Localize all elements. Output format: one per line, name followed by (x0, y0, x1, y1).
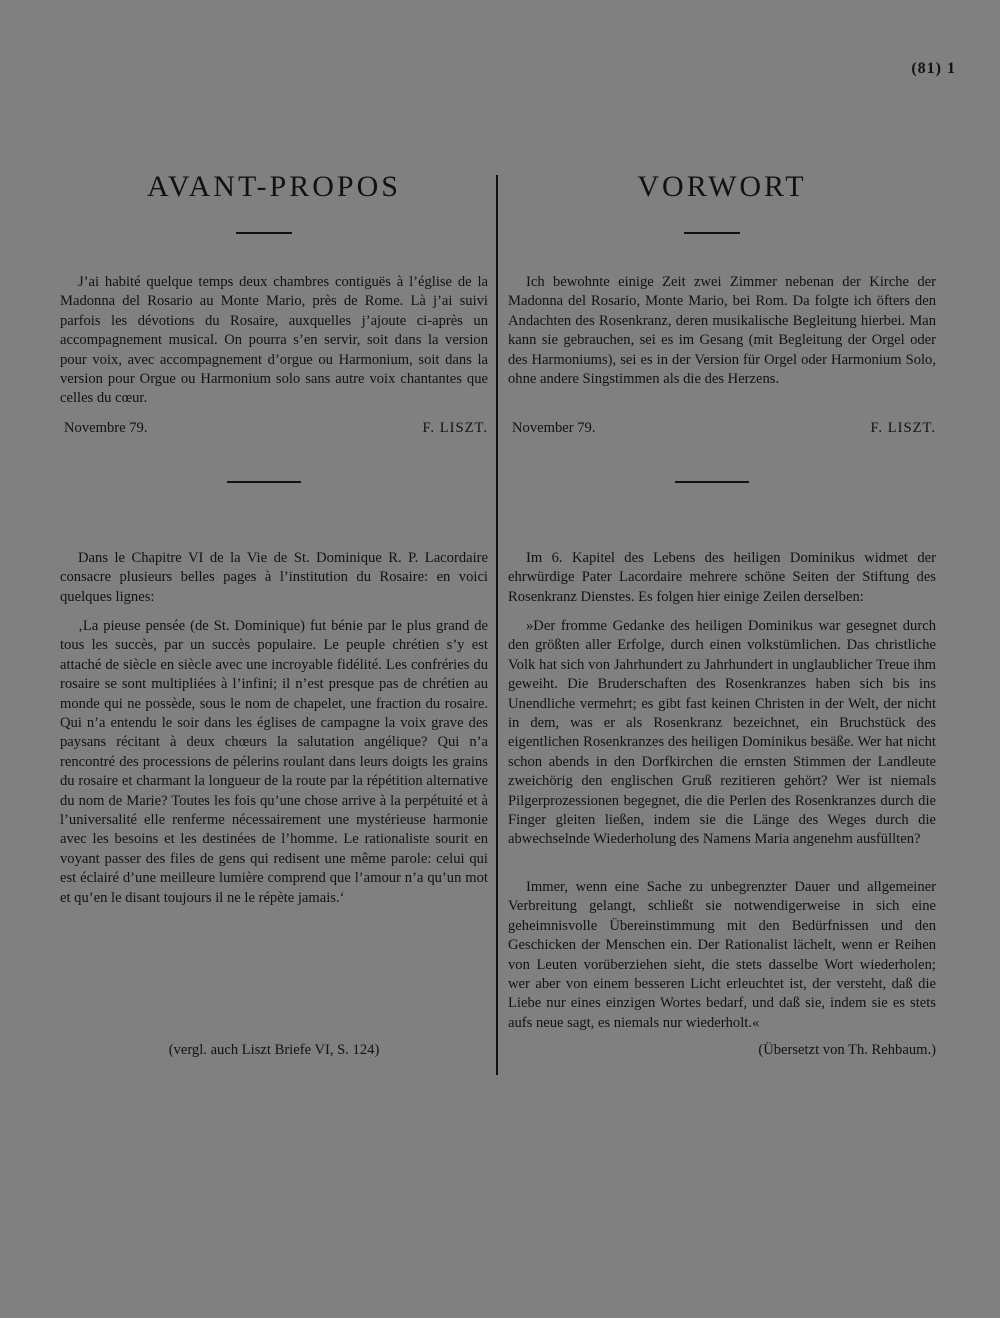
column-divider (496, 175, 498, 1075)
french-intro-paragraph: J’ai habité quelque temps deux chambres contiguës à l’église de la Madonna del Rosario au Monte Mario, près de Rome. Là j’ai suivi parfois les dévotions du Rosaire, auxquelles j’ajoute ci-après un accompagnement musical. On pourra s’en servir, soit dans la version pour voix, avec accompagnement d’orgue ou Harmonium, soit dans la version pour Orgue ou Harmonium solo sans autre voix chantantes que celles du cœur. (60, 274, 488, 407)
french-chapter-paragraph: Dans le Chapitre VI de la Vie de St. Dominique R. P. Lacordaire consacre plusieurs belles pages à l’institution du Rosaire: en voici quelques lignes: (60, 550, 488, 605)
heading-rule (236, 232, 292, 234)
section-rule (675, 481, 749, 483)
heading-rule (684, 232, 740, 234)
german-quote-paragraph-2: Immer, wenn eine Sache zu unbegrenzter Dauer und allgemeiner Verbreitung gelangt, schließt sie notwendigerweise in sich eine geheimnisvolle Übereinstimmung mit den Bedürfnissen und den Geschicken der Menschen ein. Der Rationalist lächelt, wenn er Reihen von Leuten vorüberziehen sieht, die stets dasselbe Wort wiederholen; wer aber von einem besseren Licht erleuchtet ist, der versteht, daß die Liebe nur eines einzigen Wortes bedarf, und daß sie, indem sie es stets aufs neue sagt, es niemals nur wiederholt.« (508, 879, 936, 1031)
french-date: Novembre 79. (64, 420, 148, 436)
french-signature-row (60, 420, 488, 437)
german-intro-paragraph: Ich bewohnte einige Zeit zwei Zimmer nebenan der Kirche der Madonna del Rosario, Monte Mario, bei Rom. Da folgte ich öfters den Andachten des Rosenkranz, deren musikalische Begleitung hierbei. Man kann sie gebrauchen, sei es im Gesang (mit Begleitung der Orgel oder des Harmoniums), sei es in der Version für Orgel oder Harmonium Solo, ohne andere Singstimmen als die des Herzens. (508, 274, 936, 388)
french-footer-note: (vergl. auch Liszt Briefe VI, S. 124) (168, 1042, 380, 1058)
german-chapter-paragraph: Im 6. Kapitel des Lebens des heiligen Dominikus widmet der ehrwürdige Pater Lacordaire mehrere schöne Seiten der Stiftung des Rosenkranz Dienstes. Es folgen hier einige Zeilen derselben: (508, 550, 936, 605)
page-number: (81) 1 (911, 60, 956, 77)
french-signature: F. LISZT. (422, 420, 488, 436)
german-heading: VORWORT (637, 170, 807, 203)
german-date: November 79. (512, 420, 596, 436)
german-quote-paragraph: »Der fromme Gedanke des heiligen Dominikus war gesegnet durch den größten aller Erfolge, durch einen volkstümlichen. Das christliche Volk hat sich von Jahrhundert zu Jahrhundert in unglaublicher Treue ihm geweiht. Die Bruderschaften des Rosenkranzes haben sich bis ins Unendliche vermehrt; es gibt fast keinen Christen in der Welt, der nicht in dem, was er als Rosenkranz bezeichnet, ein Bruchstück des eigentlichen Rosenkranzes des heiligen Dominikus besäße. Wer hat nicht schon abends in den Dorfkirchen die ernsten Stimmen der Landleute zweichörig den englischen Gruß rezitieren gehört? Wer ist niemals Pilgerprozessionen begegnet, die die Perlen des Rosenkranzes durch die Finger gleiten ließen, indem sie die Länge des Weges durch die abwechselnde Wiederholung des Namens Maria angenehm ausfüllten? (508, 618, 936, 848)
german-signature: F. LISZT. (870, 420, 936, 436)
german-footer-note: (Übersetzt von Th. Rehbaum.) (758, 1042, 936, 1058)
french-quote-paragraph: ‚La pieuse pensée (de St. Dominique) fut bénie par le plus grand de tous les succès, par un succès populaire. Le peuple chrétien s’y est attaché de siècle en siècle avec une incroyable fidélité. Les confréries du rosaire se sont multipliées à l’infini; il n’est presque pas de chrétien au monde qui ne possède, sous le nom de chapelet, une fraction du rosaire. Qui n’a entendu le soir dans les églises de campagne la voix grave des paysans récitant à deux chœurs la salutation angélique? Qui n’a rencontré des processions de pélerins roulant dans leurs doigts les grains du rosaire et charmant la longueur de la route par la répétition alternative du nom de Marie? Toutes les fois qu’une chose arrive à la perpétuité et à l’universalité elle renferme nécessairement une mystérieuse harmonie avec les besoins et les destinées de l’homme. Le rationaliste sourit en voyant passer des files de gens qui redisent une même parole: celui qui est éclairé d’une meilleure lumière comprend que l’amour n’a qu’un mot et qu’en le disant toujours il ne le répète jamais.‘ (60, 618, 488, 906)
section-rule (227, 481, 301, 483)
french-heading: AVANT-PROPOS (147, 170, 401, 203)
german-signature-row (508, 420, 936, 437)
